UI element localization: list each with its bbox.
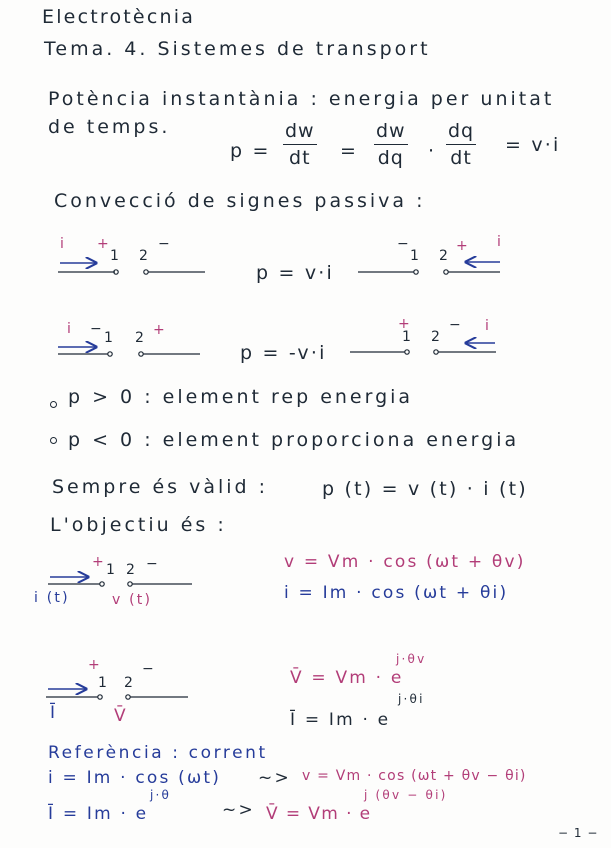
current-label: i bbox=[497, 234, 504, 250]
plus-sign: + bbox=[88, 657, 102, 673]
voltage-phasor-label: V̄ bbox=[114, 706, 128, 726]
plus-sign: + bbox=[92, 554, 106, 570]
objective-heading: L'objectiu és : bbox=[50, 514, 227, 536]
minus-sign: − bbox=[449, 317, 463, 333]
instantaneous-power-formula: p (t) = v (t) · i (t) bbox=[322, 478, 528, 500]
plus-sign: + bbox=[456, 238, 470, 254]
terminal-1 bbox=[108, 352, 112, 356]
objective-circuit-1 bbox=[48, 577, 192, 586]
terminal-1 bbox=[414, 270, 418, 274]
dot-operator: · bbox=[428, 140, 437, 162]
bullet-negative-power: p < 0 : element proporciona energia bbox=[68, 429, 520, 451]
node-2-label: 2 bbox=[439, 248, 451, 264]
plus-sign: + bbox=[153, 322, 167, 338]
terminal-2 bbox=[144, 270, 148, 274]
terminal-1 bbox=[98, 695, 102, 699]
reference-arrow: ~> bbox=[258, 768, 291, 788]
fraction-denominator: dt bbox=[289, 147, 311, 169]
node-2-label: 2 bbox=[135, 330, 147, 346]
definition-line-1: Potència instantània : energia per unitat bbox=[48, 88, 555, 110]
node-1-label: 1 bbox=[110, 248, 122, 264]
current-label: i bbox=[485, 318, 492, 334]
fraction-numerator: dw bbox=[374, 120, 408, 145]
topic-title: Tema. 4. Sistemes de transport bbox=[44, 38, 431, 60]
node-2-label: 2 bbox=[126, 562, 138, 578]
circuit-case-1 bbox=[58, 263, 205, 274]
page-number: − 1 − bbox=[558, 826, 599, 840]
reference-current-equation: i = Im · cos (ωt) bbox=[48, 768, 222, 788]
terminal-2 bbox=[444, 270, 448, 274]
node-1-label: 1 bbox=[98, 675, 110, 691]
bullet-positive-power: p > 0 : element rep energia bbox=[68, 386, 414, 408]
objective-circuit-2 bbox=[46, 689, 188, 699]
fraction-numerator: dq bbox=[446, 120, 476, 145]
reference-heading: Referència : corrent bbox=[48, 743, 268, 763]
convention-heading: Convecció de signes passiva : bbox=[54, 190, 426, 212]
bullet-icon bbox=[50, 401, 57, 408]
current-phasor-label: Ī bbox=[50, 703, 58, 723]
reference-current-phasor-exponent: j·θ bbox=[150, 788, 172, 802]
minus-sign: − bbox=[146, 556, 160, 572]
plus-sign: + bbox=[398, 316, 412, 332]
circuit-case-3 bbox=[58, 347, 200, 356]
node-1-label: 1 bbox=[104, 330, 116, 346]
node-2-label: 2 bbox=[431, 329, 443, 345]
node-2-label: 2 bbox=[139, 248, 151, 264]
reference-voltage-phasor-exponent: j (θv − θi) bbox=[364, 788, 448, 802]
current-time-label: i (t) bbox=[34, 590, 70, 606]
node-1-label: 1 bbox=[106, 562, 118, 578]
circuit-case-2 bbox=[358, 262, 500, 274]
formula-p-equals-vi: p = v·i bbox=[256, 262, 335, 284]
current-phasor-equation: Ī = Im · e bbox=[290, 710, 391, 730]
minus-sign: − bbox=[90, 321, 104, 337]
equals-sign: = bbox=[340, 140, 359, 162]
plus-sign: + bbox=[97, 236, 111, 252]
terminal-2 bbox=[126, 695, 130, 699]
minus-sign: − bbox=[142, 661, 156, 677]
fraction-denominator: dq bbox=[377, 147, 404, 169]
reference-voltage-equation: v = Vm · cos (ωt + θv − θi) bbox=[302, 768, 527, 784]
definition-line-2: de temps. bbox=[48, 116, 171, 138]
node-1-label: 1 bbox=[402, 329, 414, 345]
voltage-phasor-equation: V̄ = Vm · e bbox=[290, 668, 404, 688]
reference-current-phasor: Ī = Im · e bbox=[48, 804, 149, 824]
current-time-equation: i = Im · cos (ωt + θi) bbox=[284, 583, 509, 603]
voltage-time-equation: v = Vm · cos (ωt + θv) bbox=[284, 552, 526, 572]
terminal-1 bbox=[100, 582, 104, 586]
terminal-2 bbox=[128, 582, 132, 586]
bullet-icon bbox=[50, 437, 57, 444]
current-phasor-exponent: j·θi bbox=[398, 692, 425, 706]
power-result: = v·i bbox=[505, 134, 561, 156]
minus-sign: − bbox=[158, 236, 172, 252]
terminal-1 bbox=[405, 350, 409, 354]
voltage-phasor-exponent: j·θv bbox=[396, 652, 427, 666]
node-2-label: 2 bbox=[124, 675, 136, 691]
always-valid-label: Sempre és vàlid : bbox=[52, 476, 269, 498]
current-label: i bbox=[60, 236, 67, 252]
formula-p-equals-minus-vi: p = -v·i bbox=[240, 342, 327, 364]
subject-title: Electrotècnia bbox=[42, 6, 196, 28]
node-1-label: 1 bbox=[410, 248, 422, 264]
voltage-time-label: v (t) bbox=[112, 592, 153, 608]
reference-voltage-phasor: V̄ = Vm · e bbox=[266, 804, 372, 824]
minus-sign: − bbox=[397, 236, 411, 252]
reference-arrow-2: ~> bbox=[222, 800, 255, 820]
fraction-numerator: dw bbox=[283, 120, 317, 145]
current-label: i bbox=[67, 321, 74, 337]
fraction-denominator: dt bbox=[450, 147, 472, 169]
power-symbol: p = bbox=[230, 140, 271, 162]
terminal-2 bbox=[139, 352, 143, 356]
terminal-2 bbox=[434, 350, 438, 354]
circuit-case-4 bbox=[350, 343, 496, 354]
